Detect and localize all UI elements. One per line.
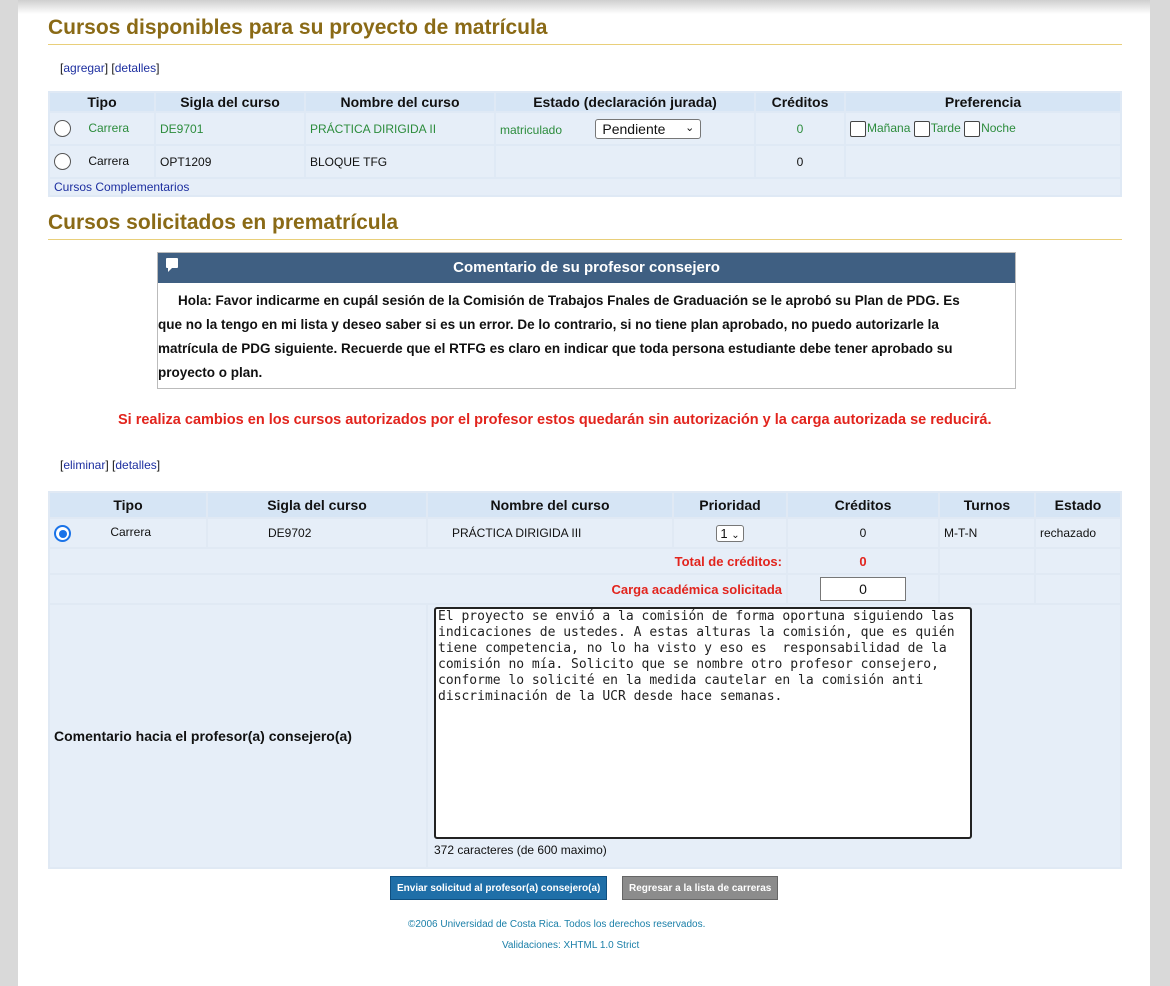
priority-select[interactable] <box>716 525 743 542</box>
empty-cell <box>940 549 1034 573</box>
course-type: Carrera <box>110 525 152 540</box>
priority-select-value: 1 <box>720 525 728 541</box>
cell-tipo <box>50 113 154 144</box>
cell-tipo <box>50 519 206 547</box>
comment-line: proyecto o plan. <box>158 365 263 380</box>
comment-textarea[interactable] <box>434 607 972 839</box>
total-credits-label: Total de créditos: <box>674 553 782 569</box>
course-status: rechazado <box>1036 519 1120 547</box>
links-available: [agregar] [detalles] <box>60 61 160 75</box>
header-estado: Estado <box>1036 493 1120 517</box>
cell-footer <box>50 179 1120 195</box>
course-radio[interactable] <box>54 153 71 170</box>
checkbox-noche[interactable] <box>964 121 980 137</box>
total-credits-value-cell <box>788 549 938 573</box>
course-status: matriculado <box>500 122 563 137</box>
comment-line: que no la tengo en mi lista y deseo saber si es un error. De lo contrario, si no tiene plan aprobado, no puedo autorizarle la <box>158 317 939 332</box>
pref-label-noche: Noche <box>981 120 1016 135</box>
total-credits-row <box>50 549 1120 573</box>
header-prioridad: Prioridad <box>674 493 786 517</box>
total-credits-label-cell <box>50 549 786 573</box>
header-nombre: Nombre del curso <box>428 493 672 517</box>
empty-cell <box>1036 549 1120 573</box>
page <box>18 0 1150 986</box>
header-estado: Estado (declaración jurada) <box>496 93 754 111</box>
status-select[interactable] <box>595 119 701 139</box>
course-radio-selected[interactable] <box>54 525 71 542</box>
checkbox-manana[interactable] <box>850 121 866 137</box>
course-radio[interactable] <box>54 120 71 137</box>
delete-link[interactable]: eliminar <box>63 458 106 472</box>
academic-load-label: Carga académica solicitada <box>611 581 782 597</box>
footer-copyright: ©2006 Universidad de Costa Rica. Todos los derechos reservados. <box>408 919 706 930</box>
comment-icon <box>166 258 178 268</box>
table-footer-row <box>50 179 1120 195</box>
divider <box>48 239 1122 240</box>
advisor-comment-text <box>158 283 1015 385</box>
empty-cell <box>940 575 1034 603</box>
course-credits: 0 <box>788 519 938 547</box>
course-code: DE9702 <box>208 519 426 547</box>
send-to-advisor-button[interactable]: Enviar solicitud al profesor(a) consejero(a) <box>390 876 607 900</box>
table-row <box>50 113 1120 144</box>
course-code: OPT1209 <box>156 146 304 177</box>
course-credits: 0 <box>756 113 844 144</box>
academic-load-row <box>50 575 1120 603</box>
total-credits-value: 0 <box>859 553 867 569</box>
links-requested: [eliminar] [detalles] <box>60 458 161 472</box>
advisor-comment-panel <box>157 252 1016 389</box>
complementary-courses-link[interactable]: Cursos Complementarios <box>54 180 190 194</box>
course-code: DE9701 <box>156 113 304 144</box>
academic-load-label-cell <box>50 575 786 603</box>
comment-label: Comentario hacia el profesor(a) consejero(a) <box>50 605 426 867</box>
back-to-careers-button[interactable]: Regresar a la lista de carreras <box>622 876 778 900</box>
course-credits: 0 <box>756 146 844 177</box>
char-count: 372 caracteres (de 600 maximo) <box>434 843 607 857</box>
chevron-down-icon: ⌄ <box>731 529 740 541</box>
course-name: PRÁCTICA DIRIGIDA III <box>428 519 672 547</box>
comment-field-cell <box>428 605 1120 867</box>
pref-label-tarde: Tarde <box>930 120 961 135</box>
advisor-comment-header <box>158 253 1015 283</box>
comment-line: matrícula de PDG siguiente. Recuerde que el RTFG es claro en indicar que toda persona estudiante debe tener aprobado su <box>158 341 953 356</box>
course-shifts: M-T-N <box>940 519 1034 547</box>
comment-line: Hola: Favor indicarme en cupál sesión de la Comisión de Trabajos Fnales de Graduación se le aprobó su Plan de PDG. Es <box>178 293 960 308</box>
footer-validation[interactable]: Validaciones: XHTML 1.0 Strict <box>502 940 640 951</box>
empty-cell <box>1036 575 1120 603</box>
advisor-comment-title: Comentario de su profesor consejero <box>453 259 720 276</box>
warning-message: Si realiza cambios en los cursos autorizados por el profesor estos quedarán sin autorización y la carga autorizada se reducirá. <box>118 412 992 428</box>
table-row <box>50 519 1120 547</box>
cell-prioridad <box>674 519 786 547</box>
add-link[interactable]: agregar <box>63 61 105 75</box>
course-status <box>496 146 754 177</box>
course-name: BLOQUE TFG <box>306 146 494 177</box>
header-creditos: Créditos <box>788 493 938 517</box>
table-header-row <box>50 493 1120 517</box>
cell-estado <box>496 113 754 144</box>
course-type: Carrera <box>88 153 130 168</box>
pref-label-manana: Mañana <box>867 120 911 135</box>
header-turnos: Turnos <box>940 493 1034 517</box>
chevron-down-icon: ⌄ <box>685 121 695 134</box>
course-name: PRÁCTICA DIRIGIDA II <box>306 113 494 144</box>
cell-preferencia <box>846 113 1120 144</box>
header-nombre: Nombre del curso <box>306 93 494 111</box>
requested-courses-table <box>48 491 1122 869</box>
section-title-requested: Cursos solicitados en prematrícula <box>48 211 399 234</box>
academic-load-input[interactable]: 0 <box>820 577 906 601</box>
header-creditos: Créditos <box>756 93 844 111</box>
available-courses-table <box>48 91 1122 197</box>
header-sigla: Sigla del curso <box>208 493 426 517</box>
course-type: Carrera <box>88 120 130 135</box>
header-sigla: Sigla del curso <box>156 93 304 111</box>
top-shadow <box>18 0 1150 14</box>
table-row <box>50 146 1120 177</box>
details-link[interactable]: detalles <box>114 61 157 75</box>
status-select-value: Pendiente <box>602 120 666 137</box>
cell-preferencia-empty <box>846 146 1120 177</box>
details-link[interactable]: detalles <box>115 458 157 472</box>
comment-row <box>50 605 1120 867</box>
section-title-available: Cursos disponibles para su proyecto de matrícula <box>48 16 548 39</box>
table-header-row <box>50 93 1120 111</box>
academic-load-input-cell <box>788 575 938 603</box>
header-tipo: Tipo <box>50 493 206 517</box>
header-tipo: Tipo <box>50 93 154 111</box>
header-preferencia: Preferencia <box>846 93 1120 111</box>
divider <box>48 44 1122 45</box>
checkbox-tarde[interactable] <box>914 121 930 137</box>
cell-tipo <box>50 146 154 177</box>
